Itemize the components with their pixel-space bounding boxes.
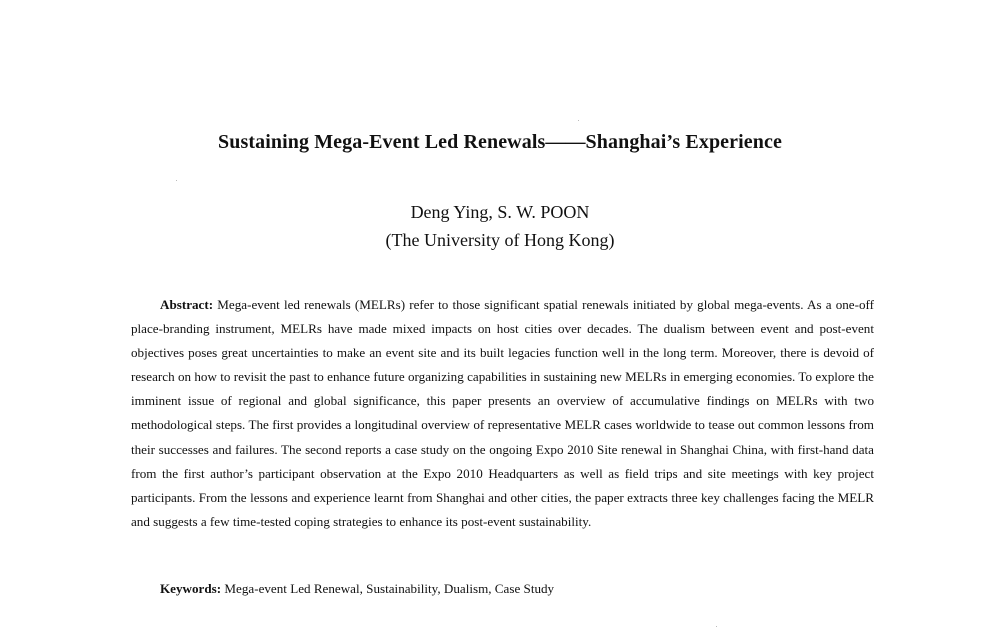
scan-speck <box>716 626 717 627</box>
abstract-paragraph <box>131 293 874 534</box>
keywords-line <box>160 578 874 600</box>
abstract-label: Abstract: <box>160 297 214 312</box>
scan-speck <box>578 120 579 121</box>
keywords-label: Keywords: <box>160 581 222 596</box>
paper-authors: Deng Ying, S. W. POON <box>410 202 590 222</box>
paper-affiliation: (The University of Hong Kong) <box>385 230 615 250</box>
keywords-text: Mega-event Led Renewal, Sustainability, Dualism, Case Study <box>224 581 555 596</box>
scan-speck <box>176 180 177 181</box>
paper-title: Sustaining Mega-Event Led Renewals——Shanghai’s Experience <box>218 131 782 153</box>
abstract-text: Mega-event led renewals (MELRs) refer to those significant spatial renewals initiated by global mega-events. As a one-off place-branding instrument, MELRs have made mixed impacts on host cities over decades. The dualism between event and post-event objectives poses great uncertainties to make an event site and its built legacies function well in the long term. Moreover, there is devoid of research on how to revisit the past to enhance future organizing capabilities in sustaining new MELRs in emerging economies. To explore the imminent issue of regional and global significance, this paper presents an overview of accumulative findings on MELRs with two methodological steps. The first provides a longitudinal overview of representative MELR cases worldwide to tease out common lessons from their successes and failures. The second reports a case study on the ongoing Expo 2010 Site renewal in Shanghai China, with first-hand data from the first author’s participant observation at the Expo 2010 Headquarters as well as field trips and site meetings with key project participants. From the lessons and experience learnt from Shanghai and other cities, the paper extracts three key challenges facing the MELR and suggests a few time-tested coping strategies to enhance its post-event sustainability. <box>131 297 874 529</box>
